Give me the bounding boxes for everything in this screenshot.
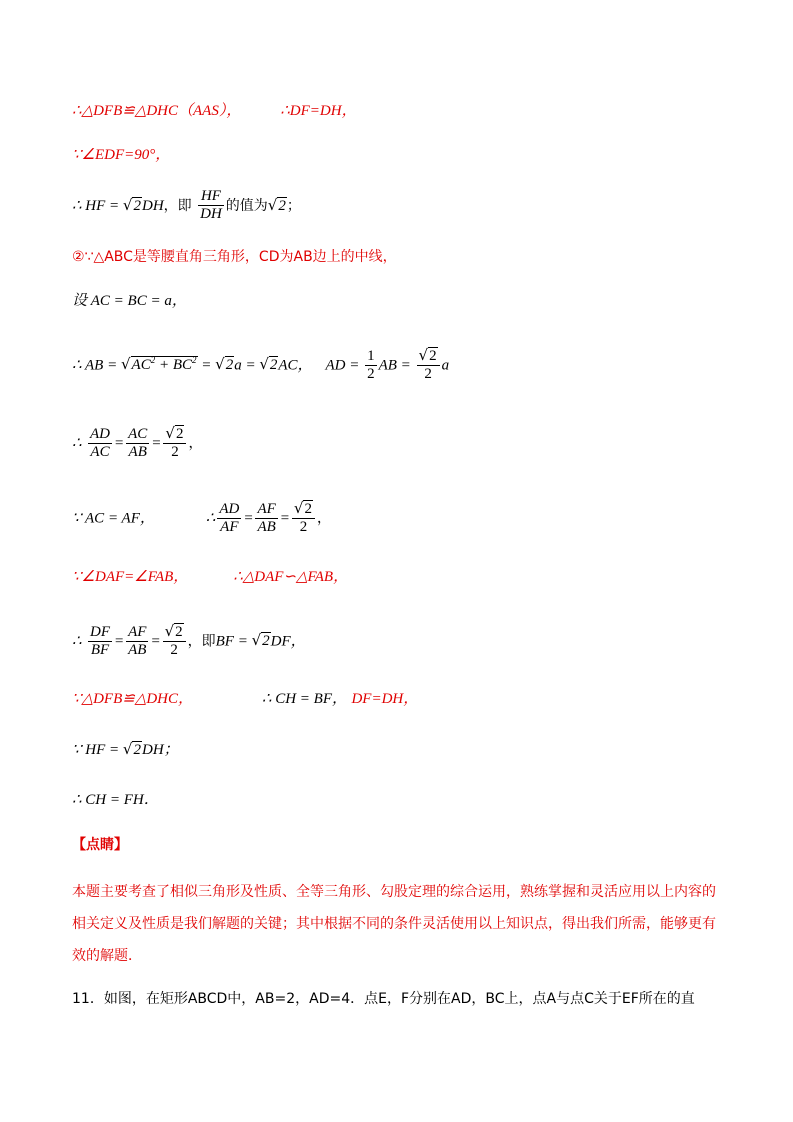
angle-equal-statement: ∵∠DAF=∠FAB， [72,569,189,585]
question-11 [72,992,695,1006]
fraction-ad-af [217,501,241,537]
sqrt-radicand: 2 [304,501,312,517]
proof-line-7: ∴ $\frac{AD}{AC}$ = $\frac{AC}{AB}$ = $\frac{√2}{2}$ ， [72,424,203,461]
since-ac-af: ∵ AC = AF， [72,510,155,527]
therefore-symbol: ∴ [72,633,82,650]
fraction-denominator: AF [220,518,239,535]
line6-ab: AB = [378,357,415,374]
sqrt-expression: √2 [267,195,286,214]
fraction-ac-ab [126,426,149,462]
line8-end: ， [316,510,331,527]
line10-mid: ，即 [187,633,216,650]
sqrt-radicand: 2 [175,426,184,442]
line3-post: 的值为 [225,197,268,214]
congruence-statement: ∴△DFB≌△DHC（AAS）， [72,103,242,119]
therefore-symbol: ∴ [205,510,216,527]
fraction-af-ab [126,624,148,660]
fraction-numerator: AD [217,501,241,519]
fraction-af-ab [255,501,277,537]
radicand-bc: + BC [155,357,193,374]
fraction-denominator: AB [257,518,276,535]
proof-line-13 [72,793,159,808]
line6-ad: AD = [325,357,364,374]
similar-statement: ∴△DAF∽△FAB， [233,569,349,585]
proof-line-9 [72,570,348,585]
fraction-denominator: 2 [299,519,308,536]
proof-line-8: ∵ AC = AF， ∴ $\frac{AD}{AF}$ = $\frac{AF}{AB}$ = $\frac{√2}{2}$ ， [72,499,331,536]
sqrt-radicand: 2 [429,348,437,364]
fraction-denominator: AB [128,641,147,658]
fraction-denominator: 2 [424,366,432,383]
fraction-denominator: 2 [367,365,375,382]
equality-statement: ∴DF=DH， [280,103,357,119]
proof-line-6 [72,347,449,384]
comment-heading-text: 【点睛】 [72,837,128,853]
line12-end: DH； [141,742,179,758]
sqrt-radicand: 2 [278,197,286,214]
fraction-numerator: √2 [292,500,315,519]
square-exponent: 2 [150,355,156,366]
fraction-denominator: DH [200,206,222,223]
fraction-df-bf [88,624,112,660]
line10-df: DF， [270,633,306,650]
line3-mid: ，即 [163,197,192,214]
sqrt-expression: √2 [251,631,270,650]
fraction-denominator: 2 [171,444,179,461]
line6-a: a = [234,357,260,374]
comment-body: 本题主要考查了相似三角形及性质、全等三角形、勾股定理的综合运用，熟练掌握和灵活应用以上内容的相关定义及性质是我们解题的关键；其中根据不同的条件灵活使用以上知识点，得出我们所需，能够更有效的解题． [72,884,716,964]
proof-line-11 [72,692,418,707]
sqrt-radicand: 2 [262,633,270,650]
fraction-numerator: AF [126,624,148,642]
sqrt-expression: $√AC^2 + BC^2$ [120,355,197,374]
conclusion-statement: ∴ CH = FH． [72,792,159,808]
let-statement: 设 AC = BC = a， [72,293,187,309]
proof-line-2 [72,148,170,163]
case-two-statement: ②∵△ABC是等腰直角三角形，CD为AB边上的中线， [72,249,397,265]
fraction-numerator: √2 [163,425,186,444]
fraction-hf-dh [198,188,224,224]
proof-line-3 [72,188,301,224]
fraction-ad-ac [88,426,112,462]
square-exponent: 2 [192,355,197,366]
therefore-symbol: ∴ [72,435,82,452]
fraction-denominator: AB [128,443,147,460]
comment-heading [72,838,128,852]
proof-line-5 [72,294,187,309]
sqrt-radicand: 2 [175,624,183,640]
proof-line-4 [72,250,397,264]
sqrt-radicand: 2 [225,357,234,374]
sqrt-expression: √2 [215,355,234,374]
line3-dh: DH [141,197,164,214]
proof-line-10: ∴ $\frac{DF}{BF}$ = $\frac{AF}{AB}$ = $\frac{√2}{2}$ ，即BF = √2DF， [72,622,306,659]
line6-ac: AC， [278,357,313,374]
proof-line-1 [72,104,357,119]
line10-bf: BF = [215,633,252,650]
sqrt-radicand: 2 [269,357,278,374]
fraction-denominator: AC [90,443,110,460]
sqrt-radicand: 2 [133,197,141,214]
ch-equals-bf: ∴ CH = BF， [261,691,348,707]
fraction-numerator: AD [88,426,112,444]
angle-statement: ∵∠EDF=90°， [72,147,171,163]
line3-prefix: ∴ HF = [72,197,123,214]
line7-end: ， [188,435,203,452]
equals: = [197,357,216,374]
line12-prefix: ∵ HF = [72,742,123,758]
fraction-numerator: DF [88,624,112,642]
line3-end: ； [286,197,301,214]
fraction-root2-over-2 [163,623,186,660]
sqrt-radicand: 2 [133,742,141,758]
question-11-text: 11．如图，在矩形ABCD中，AB=2，AD=4．点E，F分别在AD，BC上，点A与点C关于EF所在的直 [72,991,695,1007]
fraction-numerator: √2 [163,623,186,642]
line6-prefix: ∴ AB = [72,357,121,374]
fraction-one-half [365,348,377,384]
fraction-root2-over-2 [292,500,315,537]
sqrt-expression: √2 [122,195,141,214]
fraction-numerator: AC [126,426,149,444]
fraction-root2-over-2 [417,347,440,384]
congruence-restatement: ∵△DFB≌△DHC， [72,691,194,707]
proof-line-12 [72,742,179,758]
sqrt-expression: √2 [122,740,141,758]
fraction-numerator: 1 [365,348,377,366]
fraction-root2-over-2 [163,425,186,462]
radicand-ac: AC [131,357,151,374]
fraction-denominator: 2 [170,642,178,659]
fraction-denominator: BF [90,641,110,658]
sqrt-expression: √2 [259,355,278,374]
df-equals-dh: DF=DH， [351,691,419,707]
fraction-numerator: √2 [417,347,440,366]
line6-end: a [441,357,450,374]
fraction-numerator: AF [255,501,277,519]
fraction-numerator: HF [198,188,224,206]
